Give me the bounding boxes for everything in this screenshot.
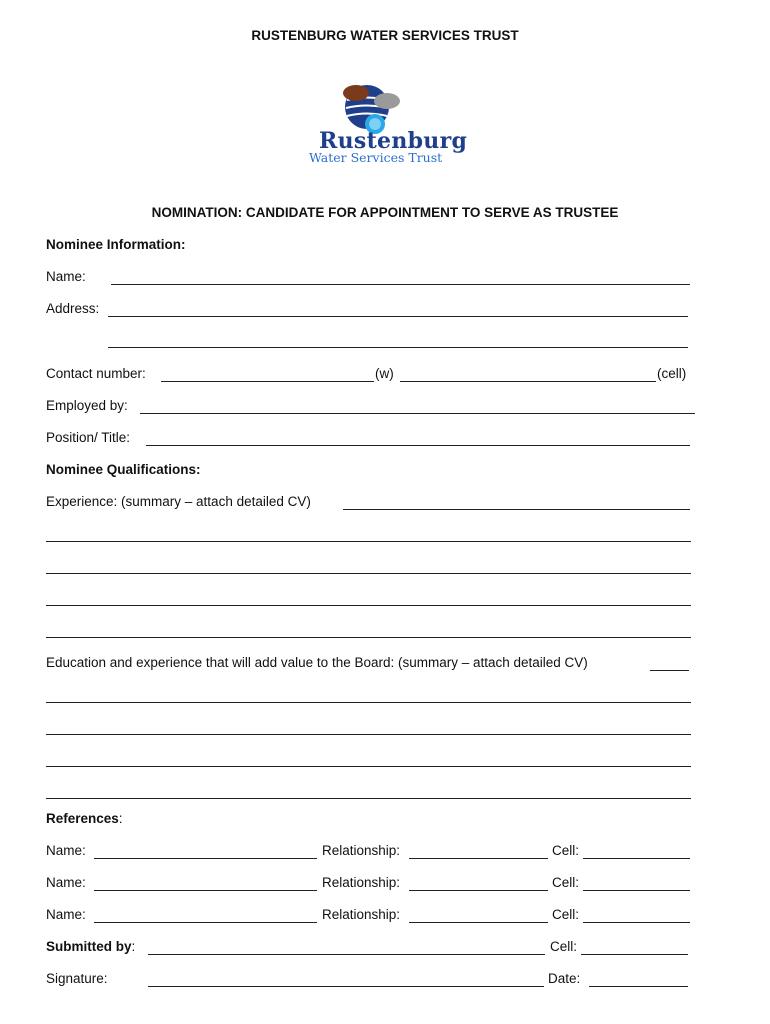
date-field[interactable] bbox=[589, 986, 688, 987]
signature-label: Signature: bbox=[46, 971, 108, 986]
ref2-name-field[interactable] bbox=[94, 890, 317, 891]
ref3-name-field[interactable] bbox=[94, 922, 317, 923]
contact-cell-field[interactable] bbox=[400, 381, 656, 382]
form-title: NOMINATION: CANDIDATE FOR APPOINTMENT TO SERVE AS TRUSTEE bbox=[151, 205, 619, 220]
experience-field-line-5[interactable] bbox=[46, 637, 691, 638]
ref1-cell-label: Cell: bbox=[552, 843, 580, 858]
education-field-line-5[interactable] bbox=[46, 798, 691, 799]
submitted-by-field[interactable] bbox=[148, 954, 545, 955]
ref3-relationship-label: Relationship: bbox=[322, 907, 401, 922]
logo-wordmark: Rustenburg bbox=[319, 128, 468, 154]
references-colon: : bbox=[118, 811, 123, 826]
education-field-line-2[interactable] bbox=[46, 702, 691, 703]
logo-tagline: Water Services Trust bbox=[309, 150, 443, 165]
education-field-line-1[interactable] bbox=[650, 670, 689, 671]
education-label: Education and experience that will add value to the Board: (summary – attach detailed CV) bbox=[46, 655, 588, 670]
section-references bbox=[46, 811, 123, 826]
ref1-cell-field[interactable] bbox=[583, 858, 690, 859]
ref3-name-label: Name: bbox=[46, 907, 86, 922]
experience-field-line-2[interactable] bbox=[46, 541, 691, 542]
section-nominee-qualifications: Nominee Qualifications: bbox=[46, 462, 201, 477]
name-field[interactable] bbox=[111, 284, 690, 285]
ref1-relationship-field[interactable] bbox=[409, 858, 548, 859]
address-label: Address: bbox=[46, 301, 100, 316]
education-field-line-4[interactable] bbox=[46, 766, 691, 767]
section-nominee-information: Nominee Information: bbox=[46, 237, 186, 252]
ref2-cell-label: Cell: bbox=[552, 875, 580, 890]
ref3-relationship-field[interactable] bbox=[409, 922, 548, 923]
submitted-cell-field[interactable] bbox=[581, 954, 688, 955]
address-field-line-2[interactable] bbox=[108, 347, 688, 348]
submitted-by-colon: : bbox=[131, 939, 136, 954]
submitted-cell-label: Cell: bbox=[550, 939, 578, 954]
education-field-line-3[interactable] bbox=[46, 734, 691, 735]
date-label: Date: bbox=[548, 971, 581, 986]
ref3-cell-label: Cell: bbox=[552, 907, 580, 922]
references-heading: References bbox=[46, 811, 119, 826]
address-field-line-1[interactable] bbox=[108, 316, 688, 317]
org-title: RUSTENBURG WATER SERVICES TRUST bbox=[251, 28, 519, 43]
ref1-relationship-label: Relationship: bbox=[322, 843, 401, 858]
position-title-label: Position/ Title: bbox=[46, 430, 131, 445]
experience-label: Experience: (summary – attach detailed CV) bbox=[46, 494, 311, 509]
experience-field-line-1[interactable] bbox=[343, 509, 690, 510]
contact-work-suffix: (w) bbox=[375, 366, 394, 381]
employed-by-field[interactable] bbox=[140, 413, 695, 414]
name-label: Name: bbox=[46, 269, 86, 284]
experience-field-line-4[interactable] bbox=[46, 605, 691, 606]
experience-field-line-3[interactable] bbox=[46, 573, 691, 574]
ref2-cell-field[interactable] bbox=[583, 890, 690, 891]
trust-logo bbox=[305, 80, 468, 170]
ref2-name-label: Name: bbox=[46, 875, 86, 890]
ref1-name-label: Name: bbox=[46, 843, 86, 858]
contact-work-field[interactable] bbox=[161, 381, 374, 382]
contact-number-label: Contact number: bbox=[46, 366, 146, 381]
employed-by-label: Employed by: bbox=[46, 398, 128, 413]
ref3-cell-field[interactable] bbox=[583, 922, 690, 923]
ref2-relationship-field[interactable] bbox=[409, 890, 548, 891]
ref1-name-field[interactable] bbox=[94, 858, 317, 859]
position-title-field[interactable] bbox=[146, 445, 690, 446]
ref2-relationship-label: Relationship: bbox=[322, 875, 401, 890]
submitted-by-heading: Submitted by bbox=[46, 939, 132, 954]
contact-cell-suffix: (cell) bbox=[657, 366, 687, 381]
signature-field[interactable] bbox=[148, 986, 544, 987]
submitted-by-label bbox=[46, 939, 135, 954]
